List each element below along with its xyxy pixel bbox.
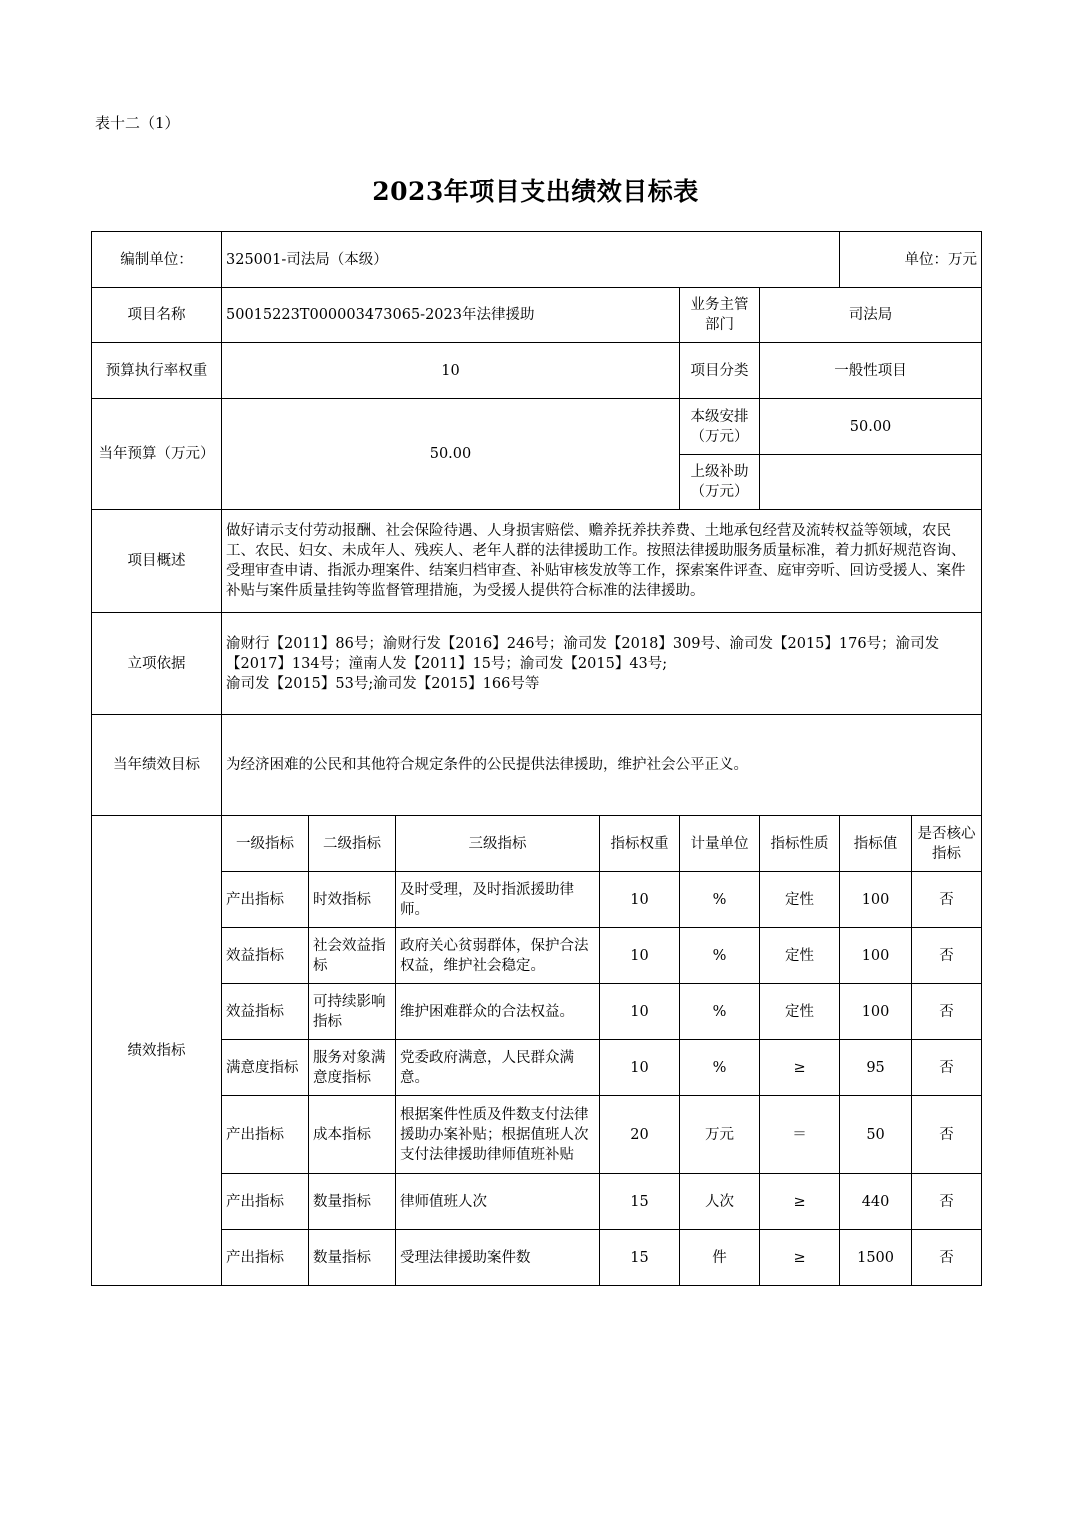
cell-nature: ≥ [760, 1040, 840, 1096]
currency-unit: 单位：万元 [840, 232, 982, 288]
cell-level1: 产出指标 [222, 1096, 309, 1174]
performance-table [91, 231, 982, 1286]
table-row [92, 1096, 982, 1174]
cell-level3: 维护困难群众的合法权益。 [396, 984, 600, 1040]
cell-level1: 产出指标 [222, 872, 309, 928]
dept-label: 业务主管部门 [680, 288, 760, 343]
project-name-label: 项目名称 [92, 288, 222, 343]
column-header: 计量单位 [680, 816, 760, 872]
cell-level2: 社会效益指标 [309, 928, 396, 984]
cell-weight: 10 [600, 928, 680, 984]
cell-nature: 定性 [760, 984, 840, 1040]
cell-unit: % [680, 928, 760, 984]
cell-level2: 数量指标 [309, 1230, 396, 1286]
cell-value: 95 [840, 1040, 912, 1096]
column-header: 指标权重 [600, 816, 680, 872]
goal-label: 当年绩效目标 [92, 715, 222, 816]
cell-weight: 15 [600, 1174, 680, 1230]
cell-level1: 效益指标 [222, 984, 309, 1040]
cell-unit: 万元 [680, 1096, 760, 1174]
column-header: 二级指标 [309, 816, 396, 872]
cell-core: 否 [912, 1174, 982, 1230]
cell-weight: 10 [600, 984, 680, 1040]
cell-core: 否 [912, 1230, 982, 1286]
cell-value: 100 [840, 928, 912, 984]
cell-level2: 服务对象满意度指标 [309, 1040, 396, 1096]
cell-unit: % [680, 1040, 760, 1096]
budget-value: 50.00 [222, 399, 680, 510]
basis-line-1: 渝财行【2011】86号；渝财行发【2016】246号；渝司发【2018】309号、渝司发【2015】176号；渝司发【2017】134号；潼南人发【2011】15号；渝司发【2015】43号; [226, 635, 940, 672]
cell-level3: 根据案件性质及件数支付法律援助办案补贴；根据值班人次支付法律援助律师值班补贴 [396, 1096, 600, 1174]
cell-core: 否 [912, 1096, 982, 1174]
cell-value: 100 [840, 984, 912, 1040]
cell-weight: 20 [600, 1096, 680, 1174]
overview-value: 做好请示支付劳动报酬、社会保险待遇、人身损害赔偿、赡养抚养扶养费、土地承包经营及流转权益等领域，农民工、农民、妇女、未成年人、残疾人、老年人群的法律援助工作。按照法律援助服务质量标准，着力抓好规范咨询、受理审查申请、指派办理案件、结案归档审查、补贴审核发放等工作，探索案件评查、庭审旁听、回访受援人、案件补贴与案件质量挂钩等监督管理措施，为受援人提供符合标准的法律援助。 [222, 510, 982, 613]
upper-subsidy-label: 上级补助（万元） [680, 455, 760, 510]
cell-level1: 满意度指标 [222, 1040, 309, 1096]
table-row [92, 1230, 982, 1286]
table-row [92, 928, 982, 984]
cell-level2: 可持续影响指标 [309, 984, 396, 1040]
cell-core: 否 [912, 984, 982, 1040]
table-number: 表十二（1） [95, 114, 180, 132]
project-name-value: 50015223T000003473065-2023年法律援助 [222, 288, 680, 343]
cell-unit: 件 [680, 1230, 760, 1286]
cell-value: 50 [840, 1096, 912, 1174]
category-label: 项目分类 [680, 343, 760, 399]
budget-label: 当年预算（万元） [92, 399, 222, 510]
weight-value: 10 [222, 343, 680, 399]
cell-level1: 效益指标 [222, 928, 309, 984]
cell-level3: 党委政府满意，人民群众满意。 [396, 1040, 600, 1096]
cell-level2: 时效指标 [309, 872, 396, 928]
weight-label: 预算执行率权重 [92, 343, 222, 399]
cell-level2: 数量指标 [309, 1174, 396, 1230]
cell-value: 100 [840, 872, 912, 928]
column-header: 一级指标 [222, 816, 309, 872]
cell-unit: % [680, 984, 760, 1040]
cell-unit: % [680, 872, 760, 928]
cell-level3: 及时受理，及时指派援助律师。 [396, 872, 600, 928]
cell-weight: 15 [600, 1230, 680, 1286]
local-budget-label: 本级安排（万元） [680, 399, 760, 455]
cell-level3: 律师值班人次 [396, 1174, 600, 1230]
table-row [92, 1040, 982, 1096]
cell-nature: 定性 [760, 872, 840, 928]
table-row [92, 984, 982, 1040]
cell-level3: 政府关心贫弱群体，保护合法权益，维护社会稳定。 [396, 928, 600, 984]
basis-value [222, 613, 982, 715]
cell-weight: 10 [600, 872, 680, 928]
cell-level1: 产出指标 [222, 1174, 309, 1230]
column-header: 三级指标 [396, 816, 600, 872]
page-title: 2023年项目支出绩效目标表 [372, 177, 699, 206]
table-row [92, 1174, 982, 1230]
cell-nature: ≥ [760, 1174, 840, 1230]
overview-label: 项目概述 [92, 510, 222, 613]
upper-subsidy-value [760, 455, 982, 510]
cell-level2: 成本指标 [309, 1096, 396, 1174]
unit-value: 325001-司法局（本级） [222, 232, 840, 288]
dept-value: 司法局 [760, 288, 982, 343]
local-budget-value: 50.00 [760, 399, 982, 455]
basis-label: 立项依据 [92, 613, 222, 715]
cell-unit: 人次 [680, 1174, 760, 1230]
basis-line-2: 渝司发【2015】53号;渝司发【2015】166号等 [226, 675, 540, 692]
unit-label: 编制单位： [92, 232, 222, 288]
table-row [92, 872, 982, 928]
cell-weight: 10 [600, 1040, 680, 1096]
column-header: 指标值 [840, 816, 912, 872]
cell-level1: 产出指标 [222, 1230, 309, 1286]
indicators-label: 绩效指标 [92, 816, 222, 1286]
cell-core: 否 [912, 1040, 982, 1096]
cell-nature: 定性 [760, 928, 840, 984]
column-header: 指标性质 [760, 816, 840, 872]
cell-level3: 受理法律援助案件数 [396, 1230, 600, 1286]
cell-value: 440 [840, 1174, 912, 1230]
column-header: 是否核心指标 [912, 816, 982, 872]
cell-value: 1500 [840, 1230, 912, 1286]
cell-core: 否 [912, 872, 982, 928]
cell-nature: ≥ [760, 1230, 840, 1286]
cell-core: 否 [912, 928, 982, 984]
goal-value: 为经济困难的公民和其他符合规定条件的公民提供法律援助，维护社会公平正义。 [222, 715, 982, 816]
category-value: 一般性项目 [760, 343, 982, 399]
cell-nature: ＝ [760, 1096, 840, 1174]
